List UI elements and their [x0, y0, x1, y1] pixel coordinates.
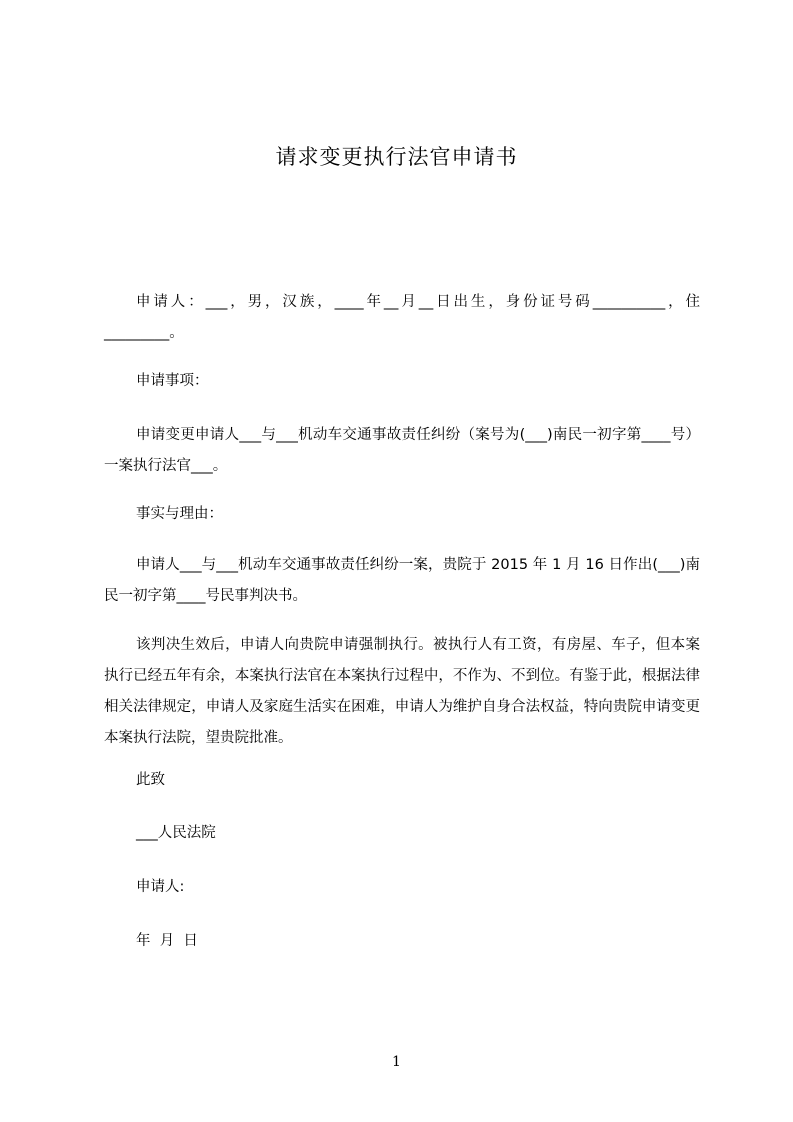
applicant-info-paragraph: 申请人：___，男，汉族，____年__月__日出生，身份证号码__________，住_________。: [104, 294, 700, 341]
document-title: 请求变更执行法官申请书: [275, 145, 518, 169]
court-name: ___人民法院: [136, 825, 216, 841]
signature-label: 申请人:: [136, 879, 185, 895]
request-paragraph: 申请变更申请人___与___机动车交通事故责任纠纷（案号为(___)南民一初字第____号）一案执行法官___。: [104, 427, 700, 474]
facts-paragraph-1: 申请人___与___机动车交通事故责任纠纷一案，贵院于 2015 年 1 月 16 日作出(___)南民一初字第____号民事判决书。: [104, 557, 700, 604]
facts-paragraph-2: 该判决生效后，申请人向贵院申请强制执行。被执行人有工资，有房屋、车子，但本案执行已经五年有余，本案执行法官在本案执行过程中，不作为、不到位。有鉴于此，根据法律相关法律规定，申请人及家庭生活实在困难，申请人为维护自身合法权益，特向贵院申请变更本案执行法院，望贵院批准。: [104, 637, 700, 746]
closing-text: 此致: [136, 772, 165, 788]
facts-heading: 事实与理由：: [136, 506, 223, 522]
request-heading: 申请事项：: [136, 373, 209, 389]
date-label: 年 月 日: [136, 933, 198, 949]
page-number: 1: [392, 1054, 401, 1070]
